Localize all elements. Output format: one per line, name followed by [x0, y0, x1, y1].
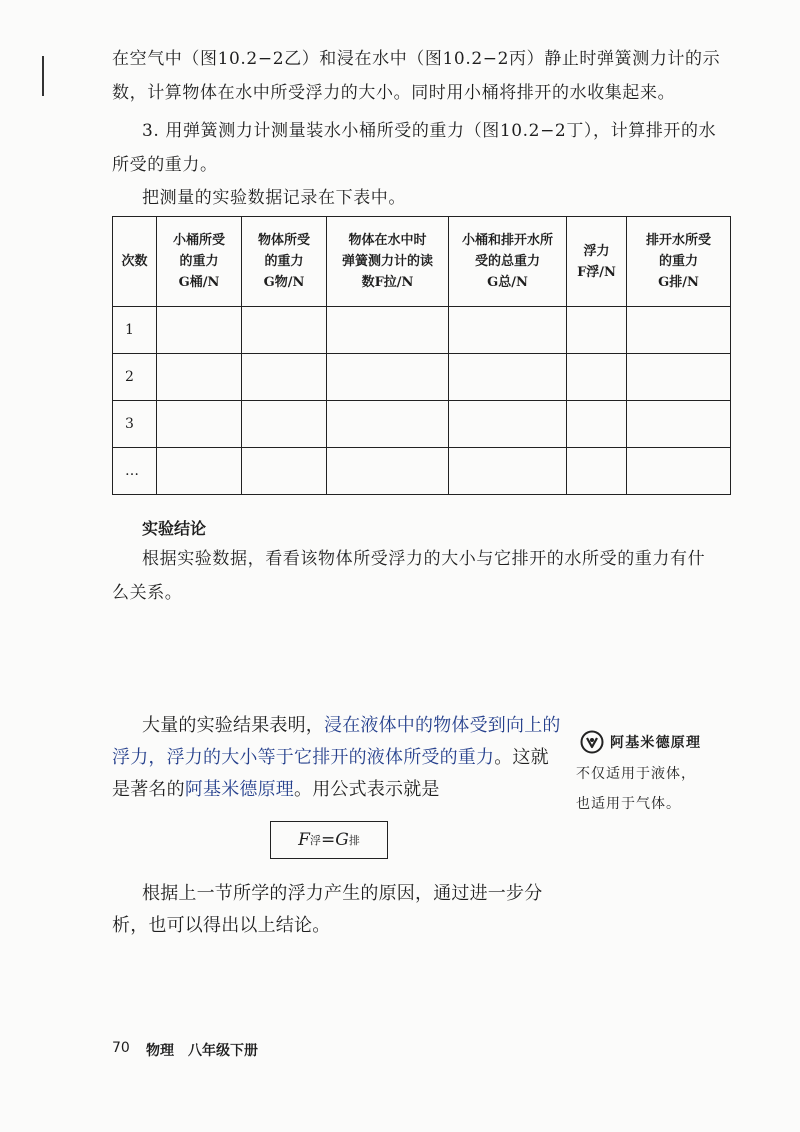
table-cell: [157, 307, 242, 354]
header-count: 次数: [113, 217, 157, 307]
row-index: 2: [113, 354, 157, 401]
table-cell: [567, 448, 627, 495]
header-scale-reading: 物体在水中时 弹簧测力计的读 数F拉/N: [327, 217, 449, 307]
table-cell: [327, 401, 449, 448]
header-buoyancy: 浮力 F浮/N: [567, 217, 627, 307]
header-object-weight: 物体所受 的重力 G物/N: [242, 217, 327, 307]
table-cell: [327, 307, 449, 354]
header-total-weight: 小桶和排开水所 受的总重力 G总/N: [449, 217, 567, 307]
table-cell: [627, 448, 731, 495]
archimedes-badge-icon: [580, 730, 604, 754]
principle-line-2: 浮力，浮力的大小等于它排开的液体所受的重力。这就: [112, 747, 549, 768]
table-cell: [449, 307, 567, 354]
closing-line-2: 析，也可以得出以上结论。: [112, 915, 331, 936]
table-cell: [157, 448, 242, 495]
conclusion-line-1: 根据实验数据，看看该物体所受浮力的大小与它排开的水所受的重力有什: [142, 549, 706, 569]
footer-grade: 八年级下册: [188, 1043, 258, 1059]
table-header-row: [113, 217, 731, 307]
intro-line-2: 数，计算物体在水中所受浮力的大小。同时用小桶将排开的水收集起来。: [112, 83, 676, 103]
step3-line-1: 3. 用弹簧测力计测量装水小桶所受的重力（图10.2−2丁），计算排开的水: [142, 121, 717, 141]
table-row: [113, 401, 731, 448]
footer-subject: 物理: [146, 1043, 174, 1059]
conclusion-line-2: 么关系。: [112, 583, 183, 603]
archimedes-formula: F 浮 = G 排: [270, 821, 388, 859]
principle-emphasis: 浮力，浮力的大小等于它排开的液体所受的重力: [112, 747, 495, 768]
row-index: 3: [113, 401, 157, 448]
table-cell: [567, 354, 627, 401]
table-row: [113, 354, 731, 401]
table-cell: [242, 307, 327, 354]
table-cell: [567, 307, 627, 354]
table-cell: [449, 354, 567, 401]
table-row: [113, 448, 731, 495]
record-instruction: 把测量的实验数据记录在下表中。: [142, 188, 406, 208]
row-index: 1: [113, 307, 157, 354]
table-cell: [327, 354, 449, 401]
intro-line-1: 在空气中（图10.2−2乙）和浸在水中（图10.2−2丙）静止时弹簧测力计的示: [112, 49, 721, 69]
header-displaced-weight: 排开水所受 的重力 G排/N: [627, 217, 731, 307]
table-cell: [327, 448, 449, 495]
principle-line-1: 大量的实验结果表明，浸在液体中的物体受到向上的: [142, 715, 561, 736]
table-cell: [449, 401, 567, 448]
table-cell: [627, 401, 731, 448]
table-cell: [242, 448, 327, 495]
header-bucket-weight: 小桶所受 的重力 G桶/N: [157, 217, 242, 307]
table-cell: [627, 354, 731, 401]
table-cell: [449, 448, 567, 495]
table-cell: [242, 401, 327, 448]
table-cell: [157, 401, 242, 448]
sidenote-line-2: 不仅适用于液体，: [576, 766, 696, 782]
step3-line-2: 所受的重力。: [112, 155, 218, 175]
sidenote-line-3: 也适用于气体。: [576, 796, 681, 812]
principle-term: 阿基米德原理: [184, 779, 295, 800]
margin-marker: [42, 56, 44, 96]
conclusion-heading: 实验结论: [142, 519, 207, 538]
principle-emphasis: 浸在液体中的物体受到向上的: [324, 715, 561, 736]
table-row: [113, 307, 731, 354]
table-cell: [627, 307, 731, 354]
row-index: …: [113, 448, 157, 495]
table-cell: [242, 354, 327, 401]
sidenote-title: 阿基米德原理: [580, 730, 701, 754]
principle-line-3: 是著名的阿基米德原理。用公式表示就是: [112, 779, 440, 800]
data-table: [112, 216, 731, 495]
table-cell: [567, 401, 627, 448]
closing-line-1: 根据上一节所学的浮力产生的原因，通过进一步分: [142, 883, 543, 904]
table-cell: [157, 354, 242, 401]
page-number: 70: [112, 1040, 130, 1056]
